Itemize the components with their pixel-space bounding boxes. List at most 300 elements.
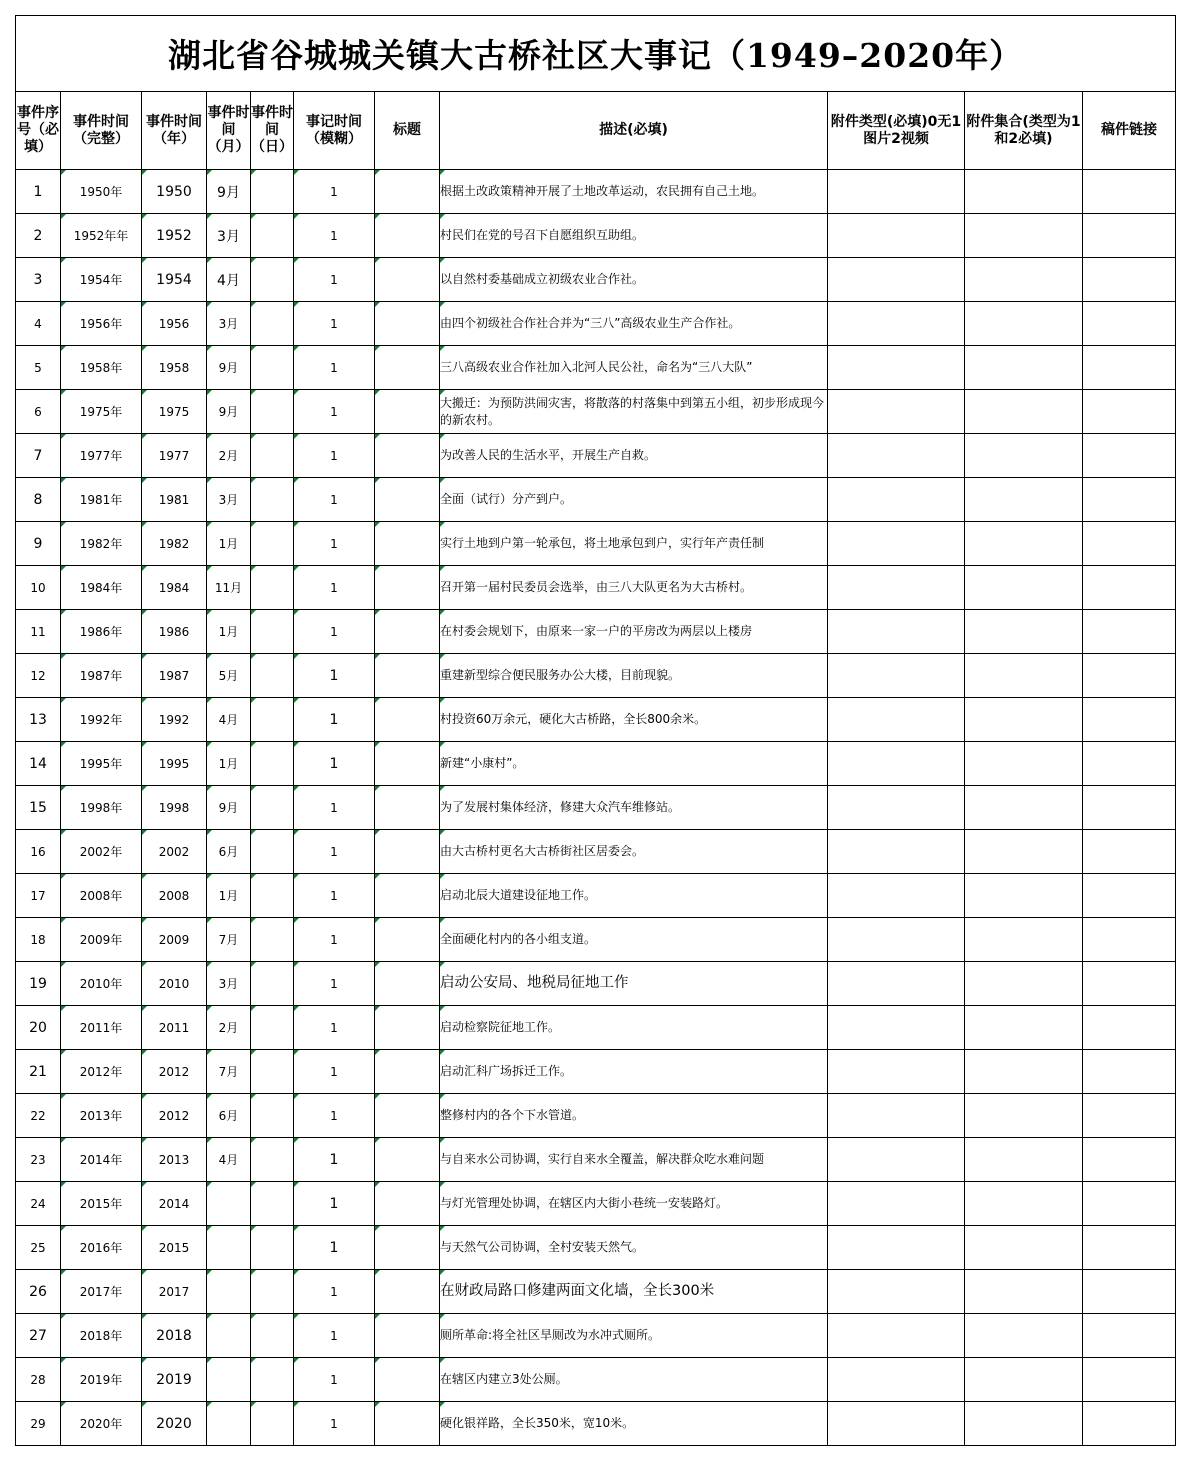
attachment-type-cell[interactable] (828, 1182, 965, 1226)
table-row[interactable] (16, 918, 1176, 962)
seq-cell[interactable]: 11 (16, 610, 61, 654)
attachment-set-cell[interactable] (965, 522, 1083, 566)
description-cell[interactable]: 为了发展村集体经济，修建大众汽车维修站。 (440, 786, 828, 830)
month-cell[interactable]: 3月 (207, 962, 251, 1006)
attachment-set-cell[interactable] (965, 258, 1083, 302)
full-time-cell[interactable]: 2012年 (61, 1050, 142, 1094)
full-time-cell[interactable]: 2020年 (61, 1402, 142, 1446)
title-cell[interactable] (375, 1006, 440, 1050)
day-cell[interactable] (251, 170, 294, 214)
seq-cell[interactable]: 22 (16, 1094, 61, 1138)
attachment-type-cell[interactable] (828, 1270, 965, 1314)
table-row[interactable] (16, 214, 1176, 258)
attachment-type-cell[interactable] (828, 1050, 965, 1094)
seq-cell[interactable]: 21 (16, 1050, 61, 1094)
attachment-set-cell[interactable] (965, 1094, 1083, 1138)
link-cell[interactable] (1083, 1138, 1176, 1182)
attachment-type-cell[interactable] (828, 522, 965, 566)
link-cell[interactable] (1083, 654, 1176, 698)
link-cell[interactable] (1083, 1006, 1176, 1050)
link-cell[interactable] (1083, 874, 1176, 918)
day-cell[interactable] (251, 1006, 294, 1050)
full-time-cell[interactable]: 2018年 (61, 1314, 142, 1358)
attachment-set-cell[interactable] (965, 874, 1083, 918)
fuzzy-time-cell[interactable]: 1 (294, 1314, 375, 1358)
link-cell[interactable] (1083, 478, 1176, 522)
attachment-type-cell[interactable] (828, 918, 965, 962)
description-cell[interactable]: 与天然气公司协调，全村安装天然气。 (440, 1226, 828, 1270)
full-time-cell[interactable]: 1995年 (61, 742, 142, 786)
attachment-set-cell[interactable] (965, 610, 1083, 654)
description-cell[interactable]: 村投资60万余元，硬化大古桥路，全长800余米。 (440, 698, 828, 742)
table-row[interactable] (16, 1050, 1176, 1094)
link-cell[interactable] (1083, 1402, 1176, 1446)
day-cell[interactable] (251, 1358, 294, 1402)
table-row[interactable] (16, 390, 1176, 434)
year-cell[interactable]: 1950 (142, 170, 207, 214)
full-time-cell[interactable]: 1954年 (61, 258, 142, 302)
attachment-type-cell[interactable] (828, 478, 965, 522)
fuzzy-time-cell[interactable]: 1 (294, 214, 375, 258)
month-cell[interactable] (207, 1226, 251, 1270)
col-header-title[interactable]: 标题 (375, 92, 440, 170)
link-cell[interactable] (1083, 390, 1176, 434)
attachment-set-cell[interactable] (965, 1006, 1083, 1050)
seq-cell[interactable]: 18 (16, 918, 61, 962)
attachment-type-cell[interactable] (828, 214, 965, 258)
col-header-full-time[interactable]: 事件时间（完整） (61, 92, 142, 170)
seq-cell[interactable]: 5 (16, 346, 61, 390)
full-time-cell[interactable]: 2002年 (61, 830, 142, 874)
full-time-cell[interactable]: 1982年 (61, 522, 142, 566)
month-cell[interactable] (207, 1270, 251, 1314)
title-cell[interactable] (375, 214, 440, 258)
attachment-type-cell[interactable] (828, 1094, 965, 1138)
attachment-type-cell[interactable] (828, 698, 965, 742)
attachment-type-cell[interactable] (828, 874, 965, 918)
seq-cell[interactable]: 27 (16, 1314, 61, 1358)
year-cell[interactable]: 1986 (142, 610, 207, 654)
description-cell[interactable]: 三八高级农业合作社加入北河人民公社，命名为“三八大队” (440, 346, 828, 390)
fuzzy-time-cell[interactable]: 1 (294, 1182, 375, 1226)
fuzzy-time-cell[interactable]: 1 (294, 1402, 375, 1446)
col-header-seq[interactable]: 事件序号（必填） (16, 92, 61, 170)
title-cell[interactable] (375, 390, 440, 434)
day-cell[interactable] (251, 786, 294, 830)
month-cell[interactable] (207, 1402, 251, 1446)
link-cell[interactable] (1083, 1314, 1176, 1358)
attachment-type-cell[interactable] (828, 1006, 965, 1050)
description-cell[interactable]: 全面硬化村内的各小组支道。 (440, 918, 828, 962)
attachment-set-cell[interactable] (965, 566, 1083, 610)
link-cell[interactable] (1083, 786, 1176, 830)
description-cell[interactable]: 厕所革命:将全社区旱厕改为水冲式厕所。 (440, 1314, 828, 1358)
day-cell[interactable] (251, 1050, 294, 1094)
link-cell[interactable] (1083, 522, 1176, 566)
title-cell[interactable] (375, 522, 440, 566)
title-cell[interactable] (375, 566, 440, 610)
description-cell[interactable]: 与灯光管理处协调，在辖区内大街小巷统一安装路灯。 (440, 1182, 828, 1226)
day-cell[interactable] (251, 1094, 294, 1138)
year-cell[interactable]: 1952 (142, 214, 207, 258)
month-cell[interactable]: 7月 (207, 1050, 251, 1094)
month-cell[interactable]: 2月 (207, 1006, 251, 1050)
title-cell[interactable] (375, 170, 440, 214)
attachment-type-cell[interactable] (828, 346, 965, 390)
full-time-cell[interactable]: 1984年 (61, 566, 142, 610)
link-cell[interactable] (1083, 170, 1176, 214)
link-cell[interactable] (1083, 962, 1176, 1006)
link-cell[interactable] (1083, 346, 1176, 390)
fuzzy-time-cell[interactable]: 1 (294, 1094, 375, 1138)
seq-cell[interactable]: 13 (16, 698, 61, 742)
title-cell[interactable] (375, 962, 440, 1006)
year-cell[interactable]: 2013 (142, 1138, 207, 1182)
day-cell[interactable] (251, 478, 294, 522)
col-header-description[interactable]: 描述(必填) (440, 92, 828, 170)
fuzzy-time-cell[interactable]: 1 (294, 742, 375, 786)
seq-cell[interactable]: 20 (16, 1006, 61, 1050)
full-time-cell[interactable]: 2013年 (61, 1094, 142, 1138)
table-row[interactable] (16, 1314, 1176, 1358)
month-cell[interactable]: 9月 (207, 390, 251, 434)
year-cell[interactable]: 1995 (142, 742, 207, 786)
day-cell[interactable] (251, 698, 294, 742)
year-cell[interactable]: 1977 (142, 434, 207, 478)
year-cell[interactable]: 2012 (142, 1050, 207, 1094)
fuzzy-time-cell[interactable]: 1 (294, 962, 375, 1006)
attachment-type-cell[interactable] (828, 1138, 965, 1182)
table-row[interactable] (16, 654, 1176, 698)
month-cell[interactable]: 11月 (207, 566, 251, 610)
day-cell[interactable] (251, 214, 294, 258)
fuzzy-time-cell[interactable]: 1 (294, 874, 375, 918)
fuzzy-time-cell[interactable]: 1 (294, 434, 375, 478)
col-header-link[interactable]: 稿件链接 (1083, 92, 1176, 170)
col-header-attachment-set[interactable]: 附件集合(类型为1和2必填) (965, 92, 1083, 170)
year-cell[interactable]: 1992 (142, 698, 207, 742)
title-cell[interactable] (375, 1226, 440, 1270)
link-cell[interactable] (1083, 1226, 1176, 1270)
full-time-cell[interactable]: 2011年 (61, 1006, 142, 1050)
table-row[interactable] (16, 346, 1176, 390)
description-cell[interactable]: 启动北辰大道建设征地工作。 (440, 874, 828, 918)
attachment-type-cell[interactable] (828, 786, 965, 830)
table-row[interactable] (16, 1270, 1176, 1314)
day-cell[interactable] (251, 610, 294, 654)
month-cell[interactable]: 2月 (207, 434, 251, 478)
seq-cell[interactable]: 4 (16, 302, 61, 346)
year-cell[interactable]: 1975 (142, 390, 207, 434)
seq-cell[interactable]: 14 (16, 742, 61, 786)
year-cell[interactable]: 1984 (142, 566, 207, 610)
link-cell[interactable] (1083, 1358, 1176, 1402)
full-time-cell[interactable]: 2016年 (61, 1226, 142, 1270)
table-row[interactable] (16, 962, 1176, 1006)
year-cell[interactable]: 1958 (142, 346, 207, 390)
col-header-month[interactable]: 事件时间（月） (207, 92, 251, 170)
title-cell[interactable] (375, 346, 440, 390)
title-cell[interactable] (375, 874, 440, 918)
attachment-set-cell[interactable] (965, 654, 1083, 698)
day-cell[interactable] (251, 1402, 294, 1446)
month-cell[interactable]: 4月 (207, 1138, 251, 1182)
fuzzy-time-cell[interactable]: 1 (294, 610, 375, 654)
year-cell[interactable]: 2008 (142, 874, 207, 918)
table-row[interactable] (16, 1182, 1176, 1226)
seq-cell[interactable]: 7 (16, 434, 61, 478)
fuzzy-time-cell[interactable]: 1 (294, 654, 375, 698)
fuzzy-time-cell[interactable]: 1 (294, 258, 375, 302)
table-row[interactable] (16, 302, 1176, 346)
fuzzy-time-cell[interactable]: 1 (294, 698, 375, 742)
description-cell[interactable]: 新建“小康村”。 (440, 742, 828, 786)
link-cell[interactable] (1083, 1270, 1176, 1314)
fuzzy-time-cell[interactable]: 1 (294, 1358, 375, 1402)
year-cell[interactable]: 2002 (142, 830, 207, 874)
attachment-set-cell[interactable] (965, 214, 1083, 258)
link-cell[interactable] (1083, 258, 1176, 302)
month-cell[interactable]: 7月 (207, 918, 251, 962)
attachment-type-cell[interactable] (828, 610, 965, 654)
month-cell[interactable]: 1月 (207, 742, 251, 786)
fuzzy-time-cell[interactable]: 1 (294, 478, 375, 522)
day-cell[interactable] (251, 830, 294, 874)
description-cell[interactable]: 由大古桥村更名大古桥街社区居委会。 (440, 830, 828, 874)
attachment-type-cell[interactable] (828, 566, 965, 610)
fuzzy-time-cell[interactable]: 1 (294, 1226, 375, 1270)
table-row[interactable] (16, 434, 1176, 478)
description-cell[interactable]: 由四个初级社合作社合并为“三八”高级农业生产合作社。 (440, 302, 828, 346)
day-cell[interactable] (251, 566, 294, 610)
seq-cell[interactable]: 28 (16, 1358, 61, 1402)
seq-cell[interactable]: 12 (16, 654, 61, 698)
table-row[interactable] (16, 1358, 1176, 1402)
link-cell[interactable] (1083, 1182, 1176, 1226)
title-cell[interactable] (375, 1358, 440, 1402)
description-cell[interactable]: 全面（试行）分产到户。 (440, 478, 828, 522)
seq-cell[interactable]: 8 (16, 478, 61, 522)
attachment-set-cell[interactable] (965, 1270, 1083, 1314)
title-cell[interactable] (375, 478, 440, 522)
title-cell[interactable] (375, 1182, 440, 1226)
title-cell[interactable] (375, 1094, 440, 1138)
title-cell[interactable] (375, 1402, 440, 1446)
seq-cell[interactable]: 3 (16, 258, 61, 302)
attachment-set-cell[interactable] (965, 478, 1083, 522)
attachment-set-cell[interactable] (965, 1358, 1083, 1402)
attachment-set-cell[interactable] (965, 390, 1083, 434)
attachment-set-cell[interactable] (965, 346, 1083, 390)
full-time-cell[interactable]: 1977年 (61, 434, 142, 478)
seq-cell[interactable]: 26 (16, 1270, 61, 1314)
description-cell[interactable]: 与自来水公司协调，实行自来水全覆盖，解决群众吃水难问题 (440, 1138, 828, 1182)
attachment-set-cell[interactable] (965, 786, 1083, 830)
fuzzy-time-cell[interactable]: 1 (294, 170, 375, 214)
year-cell[interactable]: 2009 (142, 918, 207, 962)
title-cell[interactable] (375, 1270, 440, 1314)
description-cell[interactable]: 启动公安局、地税局征地工作 (440, 962, 828, 1006)
table-row[interactable] (16, 786, 1176, 830)
description-cell[interactable]: 在财政局路口修建两面文化墙，全长300米 (440, 1270, 828, 1314)
day-cell[interactable] (251, 742, 294, 786)
day-cell[interactable] (251, 918, 294, 962)
year-cell[interactable]: 1982 (142, 522, 207, 566)
month-cell[interactable]: 9月 (207, 170, 251, 214)
table-row[interactable] (16, 566, 1176, 610)
table-row[interactable] (16, 1094, 1176, 1138)
attachment-set-cell[interactable] (965, 170, 1083, 214)
table-row[interactable] (16, 170, 1176, 214)
table-row[interactable] (16, 874, 1176, 918)
link-cell[interactable] (1083, 214, 1176, 258)
year-cell[interactable]: 2010 (142, 962, 207, 1006)
year-cell[interactable]: 1981 (142, 478, 207, 522)
title-cell[interactable] (375, 918, 440, 962)
seq-cell[interactable]: 19 (16, 962, 61, 1006)
attachment-type-cell[interactable] (828, 302, 965, 346)
title-cell[interactable] (375, 786, 440, 830)
description-cell[interactable]: 以自然村委基础成立初级农业合作社。 (440, 258, 828, 302)
description-cell[interactable]: 召开第一届村民委员会选举，由三八大队更名为大古桥村。 (440, 566, 828, 610)
seq-cell[interactable]: 6 (16, 390, 61, 434)
table-row[interactable] (16, 830, 1176, 874)
description-cell[interactable]: 大搬迁：为预防洪闹灾害，将散落的村落集中到第五小组，初步形成现今的新农村。 (440, 390, 828, 434)
seq-cell[interactable]: 15 (16, 786, 61, 830)
full-time-cell[interactable]: 1958年 (61, 346, 142, 390)
attachment-type-cell[interactable] (828, 170, 965, 214)
link-cell[interactable] (1083, 302, 1176, 346)
year-cell[interactable]: 2017 (142, 1270, 207, 1314)
attachment-type-cell[interactable] (828, 258, 965, 302)
link-cell[interactable] (1083, 1094, 1176, 1138)
month-cell[interactable]: 1月 (207, 874, 251, 918)
seq-cell[interactable]: 16 (16, 830, 61, 874)
attachment-type-cell[interactable] (828, 1314, 965, 1358)
attachment-set-cell[interactable] (965, 742, 1083, 786)
month-cell[interactable] (207, 1182, 251, 1226)
full-time-cell[interactable]: 1981年 (61, 478, 142, 522)
month-cell[interactable]: 1月 (207, 610, 251, 654)
title-cell[interactable] (375, 302, 440, 346)
seq-cell[interactable]: 24 (16, 1182, 61, 1226)
table-row[interactable] (16, 610, 1176, 654)
fuzzy-time-cell[interactable]: 1 (294, 390, 375, 434)
fuzzy-time-cell[interactable]: 1 (294, 1270, 375, 1314)
month-cell[interactable] (207, 1314, 251, 1358)
day-cell[interactable] (251, 1270, 294, 1314)
day-cell[interactable] (251, 302, 294, 346)
full-time-cell[interactable]: 1950年 (61, 170, 142, 214)
seq-cell[interactable]: 2 (16, 214, 61, 258)
col-header-year[interactable]: 事件时间（年） (142, 92, 207, 170)
description-cell[interactable]: 硬化银祥路，全长350米，宽10米。 (440, 1402, 828, 1446)
link-cell[interactable] (1083, 1050, 1176, 1094)
year-cell[interactable]: 2018 (142, 1314, 207, 1358)
title-cell[interactable] (375, 698, 440, 742)
link-cell[interactable] (1083, 698, 1176, 742)
day-cell[interactable] (251, 434, 294, 478)
fuzzy-time-cell[interactable]: 1 (294, 1006, 375, 1050)
seq-cell[interactable]: 9 (16, 522, 61, 566)
year-cell[interactable]: 2014 (142, 1182, 207, 1226)
link-cell[interactable] (1083, 830, 1176, 874)
attachment-set-cell[interactable] (965, 1138, 1083, 1182)
seq-cell[interactable]: 25 (16, 1226, 61, 1270)
full-time-cell[interactable]: 1956年 (61, 302, 142, 346)
full-time-cell[interactable]: 1992年 (61, 698, 142, 742)
month-cell[interactable] (207, 1358, 251, 1402)
fuzzy-time-cell[interactable]: 1 (294, 1050, 375, 1094)
attachment-type-cell[interactable] (828, 742, 965, 786)
full-time-cell[interactable]: 2017年 (61, 1270, 142, 1314)
day-cell[interactable] (251, 1314, 294, 1358)
day-cell[interactable] (251, 1226, 294, 1270)
full-time-cell[interactable]: 2010年 (61, 962, 142, 1006)
description-cell[interactable]: 在辖区内建立3处公厕。 (440, 1358, 828, 1402)
table-row[interactable] (16, 742, 1176, 786)
month-cell[interactable]: 5月 (207, 654, 251, 698)
full-time-cell[interactable]: 1975年 (61, 390, 142, 434)
full-time-cell[interactable]: 2019年 (61, 1358, 142, 1402)
year-cell[interactable]: 2011 (142, 1006, 207, 1050)
day-cell[interactable] (251, 258, 294, 302)
attachment-type-cell[interactable] (828, 1402, 965, 1446)
seq-cell[interactable]: 23 (16, 1138, 61, 1182)
attachment-set-cell[interactable] (965, 918, 1083, 962)
table-row[interactable] (16, 1006, 1176, 1050)
fuzzy-time-cell[interactable]: 1 (294, 346, 375, 390)
day-cell[interactable] (251, 1138, 294, 1182)
full-time-cell[interactable]: 1998年 (61, 786, 142, 830)
attachment-set-cell[interactable] (965, 1402, 1083, 1446)
attachment-set-cell[interactable] (965, 1182, 1083, 1226)
day-cell[interactable] (251, 346, 294, 390)
attachment-type-cell[interactable] (828, 654, 965, 698)
table-row[interactable] (16, 1402, 1176, 1446)
link-cell[interactable] (1083, 610, 1176, 654)
seq-cell[interactable]: 10 (16, 566, 61, 610)
attachment-set-cell[interactable] (965, 1314, 1083, 1358)
description-cell[interactable]: 在村委会规划下，由原来一家一户的平房改为两层以上楼房 (440, 610, 828, 654)
attachment-set-cell[interactable] (965, 830, 1083, 874)
full-time-cell[interactable]: 2015年 (61, 1182, 142, 1226)
title-cell[interactable] (375, 434, 440, 478)
seq-cell[interactable]: 1 (16, 170, 61, 214)
month-cell[interactable]: 4月 (207, 698, 251, 742)
full-time-cell[interactable]: 1987年 (61, 654, 142, 698)
description-cell[interactable]: 根据土改政策精神开展了土地改革运动，农民拥有自己土地。 (440, 170, 828, 214)
title-cell[interactable] (375, 1138, 440, 1182)
day-cell[interactable] (251, 522, 294, 566)
year-cell[interactable]: 1956 (142, 302, 207, 346)
day-cell[interactable] (251, 654, 294, 698)
attachment-type-cell[interactable] (828, 1226, 965, 1270)
title-cell[interactable] (375, 742, 440, 786)
attachment-type-cell[interactable] (828, 434, 965, 478)
month-cell[interactable]: 9月 (207, 786, 251, 830)
link-cell[interactable] (1083, 566, 1176, 610)
month-cell[interactable]: 9月 (207, 346, 251, 390)
full-time-cell[interactable]: 1986年 (61, 610, 142, 654)
seq-cell[interactable]: 17 (16, 874, 61, 918)
description-cell[interactable]: 实行土地到户第一轮承包，将土地承包到户，实行年产责任制 (440, 522, 828, 566)
month-cell[interactable]: 1月 (207, 522, 251, 566)
full-time-cell[interactable]: 1952年年 (61, 214, 142, 258)
fuzzy-time-cell[interactable]: 1 (294, 830, 375, 874)
month-cell[interactable]: 6月 (207, 1094, 251, 1138)
col-header-fuzzy-time[interactable]: 事记时间（模糊） (294, 92, 375, 170)
